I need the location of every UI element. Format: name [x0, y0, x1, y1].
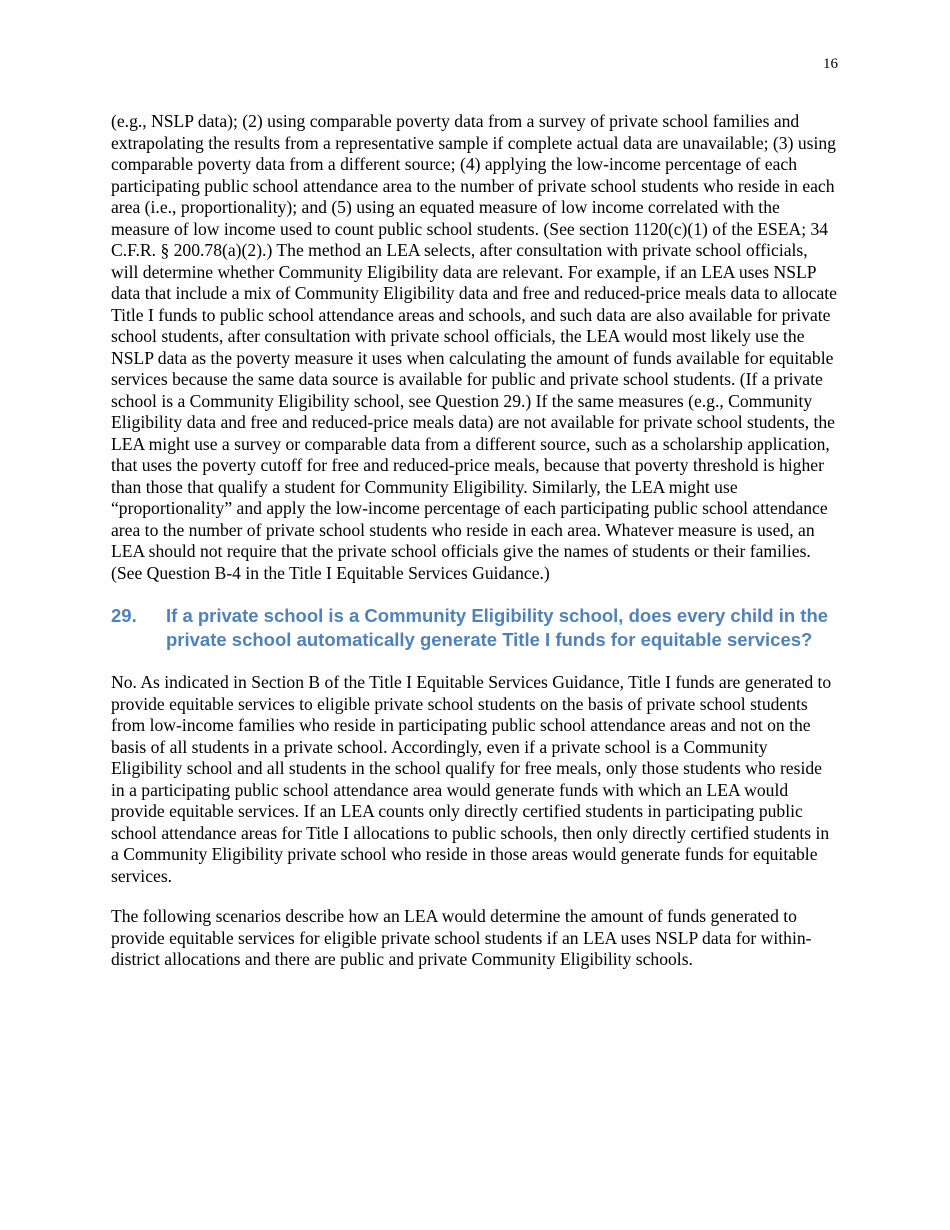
paragraph-poverty-measures: (e.g., NSLP data); (2) using comparable poverty data from a survey of private school families and extrapolating the results from a representative sample if complete actual data are unavailable; (3) using comparable poverty data from a different source; (4) applying the low-income percentage of each participating public school attendance area to the number of private school students who reside in each area (i.e., proportionality); and (5) using an equated measure of low income correlated with the measure of low income used to count public school students. (See section 1120(c)(1) of the ESEA; 34 C.F.R. § 200.78(a)(2).) The method an LEA selects, after consultation with private school officials, will determine whether Community Eligibility data are relevant. For example, if an LEA uses NSLP data that include a mix of Community Eligibility data and free and reduced-price meals data to allocate Title I funds to public school attendance areas and schools, and such data are also available for private school students, after consultation with private school officials, the LEA would most likely use the NSLP data as the poverty measure it uses when calculating the amount of funds available for equitable services because the same data source is available for public and private school students. (If a private school is a Community Eligibility school, see Question 29.) If the same measures (e.g., Community Eligibility data and free and reduced-price meals data) are not available for private school students, the LEA might use a survey or comparable data from a different source, such as a scholarship application, that uses the poverty cutoff for free and reduced-price meals, because that poverty threshold is higher than those that qualify a student for Community Eligibility. Similarly, the LEA might use “proportionality” and apply the low-income percentage of each participating public school attendance area to the number of private school students who reside in each area. Whatever measure is used, an LEA should not require that the private school officials give the names of students or their families. (See Question B-4 in the Title I Equitable Services Guidance.) [111, 111, 837, 583]
document-body [111, 111, 839, 971]
question-text: If a private school is a Community Eligibility school, does every child in the private school automatically generate Title I funds for equitable services? [166, 605, 829, 650]
paragraph-answer: No. As indicated in Section B of the Title I Equitable Services Guidance, Title I funds are generated to provide equitable services to eligible private school students on the basis of private school students from low-income families who reside in participating public school attendance areas and not on the basis of all students in a private school. Accordingly, even if a private school is a Community Eligibility school and all students in the school qualify for free meals, only those students who reside in a participating public school attendance area would generate funds with which an LEA would provide equitable services. If an LEA counts only directly certified students in participating public school attendance areas for Title I allocations to public schools, then only directly certified students in a Community Eligibility private school who reside in those areas would generate funds for equitable services. [111, 672, 832, 886]
page-number: 16 [823, 56, 838, 72]
question-number: 29. [111, 605, 137, 626]
paragraph-spacer [111, 887, 839, 906]
question-heading [111, 604, 839, 652]
paragraph-scenarios-intro: The following scenarios describe how an LEA would determine the amount of funds generated to provide equitable services for eligible private school students if an LEA uses NSLP data for within-district allocations and there are public and private Community Eligibility schools. [111, 906, 812, 969]
